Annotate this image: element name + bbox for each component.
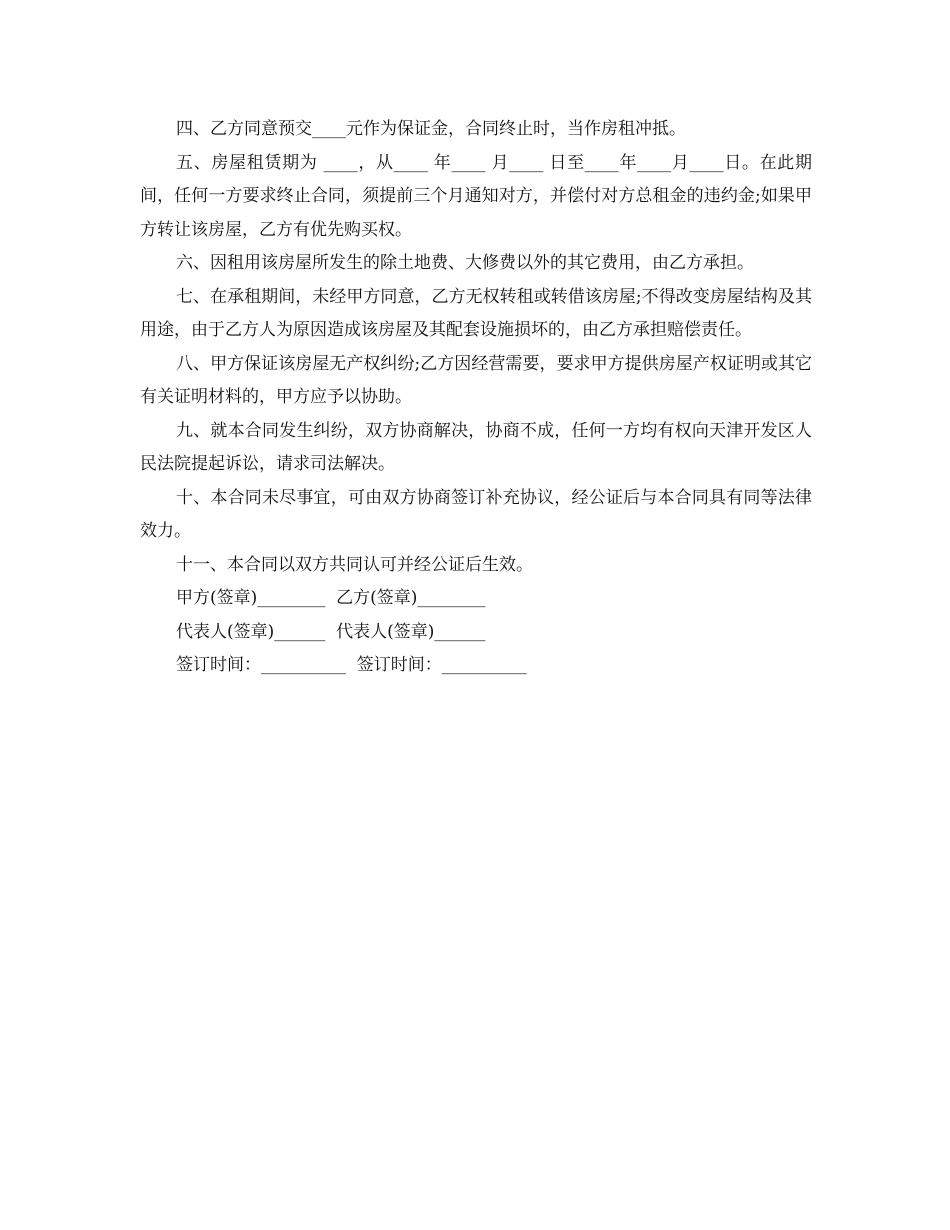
clause-5-lease-term: 五、房屋租赁期为 ____，从____ 年____ 月____ 日至____年____月____日。在此期间，任何一方要求终止合同，须提前三个月通知对方，并偿付对方总租金的违约金;如果甲方转让该房屋，乙方有优先购买权。: [140, 152, 812, 240]
clause-4-deposit: 四、乙方同意预交____元作为保证金，合同终止时，当作房租冲抵。: [176, 119, 686, 139]
contract-page: [140, 113, 812, 683]
signature-line-parties: 甲方(签章)________ 乙方(签章)________: [176, 588, 486, 608]
clause-6-expenses: 六、因租用该房屋所发生的除土地费、大修费以外的其它费用，由乙方承担。: [176, 253, 754, 273]
clause-9-disputes: 九、就本合同发生纠纷，双方协商解决，协商不成，任何一方均有权向天津开发区人民法院提起诉讼，请求司法解决。: [140, 420, 812, 474]
signature-line-representatives: 代表人(签章)______ 代表人(签章)______: [176, 621, 486, 642]
clause-10-supplementary: 十、本合同未尽事宜，可由双方协商签订补充协议，经公证后与本合同具有同等法律效力。: [140, 487, 812, 541]
clause-7-subletting: 七、在承租期间，未经甲方同意，乙方无权转租或转借该房屋;不得改变房屋结构及其用途，由于乙方人为原因造成该房屋及其配套设施损坏的，由乙方承担赔偿责任。: [140, 286, 812, 340]
signature-line-dates: 签订时间：__________ 签订时间：__________: [176, 655, 527, 675]
clause-8-property-rights: 八、甲方保证该房屋无产权纠纷;乙方因经营需要，要求甲方提供房屋产权证明或其它有关证明材料的，甲方应予以协助。: [140, 353, 812, 407]
clause-11-effective: 十一、本合同以双方共同认可并经公证后生效。: [176, 554, 533, 575]
